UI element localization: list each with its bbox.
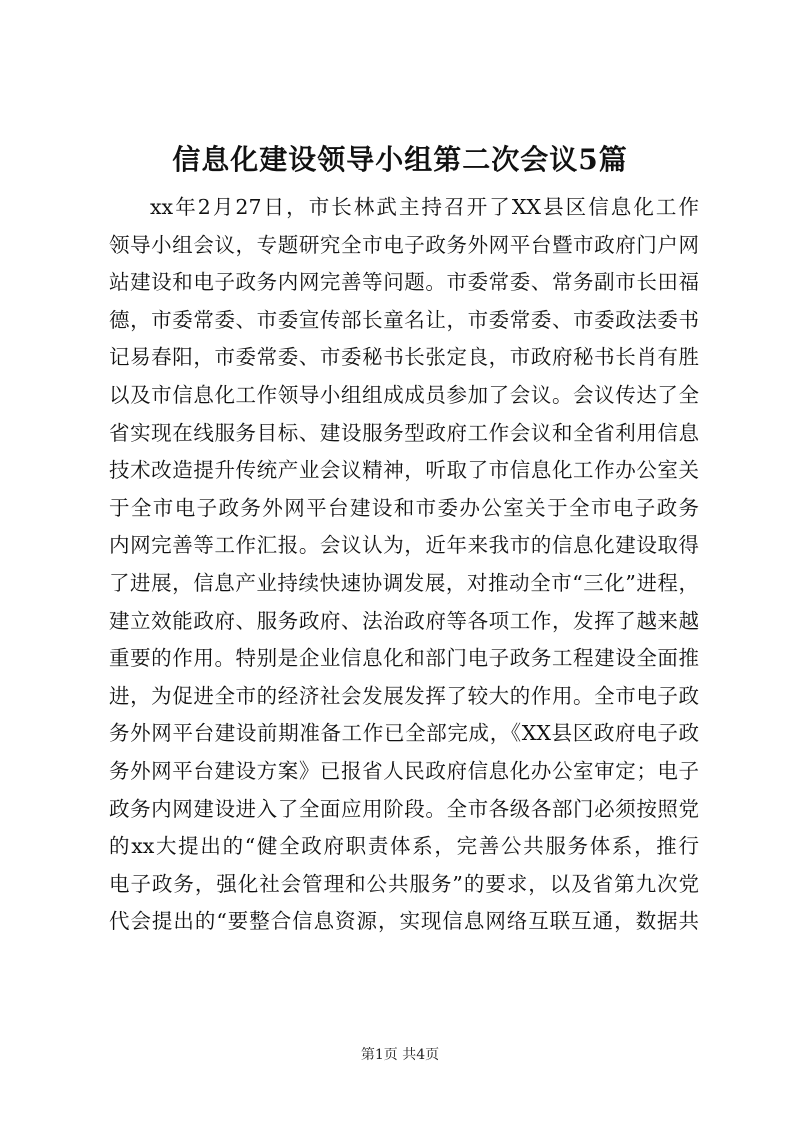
paragraph-line: 技术改造提升传统产业会议精神，听取了市信息化工作办公室关 [109,458,699,483]
paragraph-line: 内网完善等工作汇报。会议认为，近年来我市的信息化建设取得 [109,533,699,558]
paragraph-line: 电子政务，强化社会管理和公共服务”的要求，以及省第九次党 [109,871,699,896]
paragraph-line: 代会提出的“要整合信息资源，实现信息网络互联互通，数据共 [109,909,699,934]
paragraph-line: 站建设和电子政务内网完善等问题。市委常委、常务副市长田福 [109,270,699,295]
paragraph-line: 的xx大提出的“健全政府职责体系，完善公共服务体系，推行 [109,834,699,859]
paragraph-line: 了进展，信息产业持续快速协调发展，对推动全市“三化”进程， [109,570,699,595]
paragraph-line: 务外网平台建设方案》已报省人民政府信息化办公室审定；电子 [109,758,699,783]
paragraph-line: 以及市信息化工作领导小组组成成员参加了会议。会议传达了全 [109,382,699,407]
paragraph-line: 记易春阳，市委常委、市委秘书长张定良，市政府秘书长肖有胜 [109,345,699,370]
paragraph-line: 建立效能政府、服务政府、法治政府等各项工作，发挥了越来越 [109,608,699,633]
paragraph-line: 政务内网建设进入了全面应用阶段。全市各级各部门必须按照党 [109,796,699,821]
paragraph-line: 省实现在线服务目标、建设服务型政府工作会议和全省利用信息 [109,420,699,445]
page-number-footer: 第1页 共4页 [360,1047,440,1063]
paragraph-line: 进，为促进全市的经济社会发展发挥了较大的作用。全市电子政 [109,683,699,708]
paragraph-line: 务外网平台建设前期准备工作已全部完成，《XX县区政府电子政 [109,721,699,746]
paragraph-line: 重要的作用。特别是企业信息化和部门电子政务工程建设全面推 [109,646,699,671]
body-paragraph [109,189,699,941]
document-title: 信息化建设领导小组第二次会议5篇 [172,143,628,176]
paragraph-line: xx年2月27日，市长林武主持召开了XX县区信息化工作 [150,195,699,219]
paragraph-line: 德，市委常委、市委宣传部长童名让，市委常委、市委政法委书 [109,307,699,332]
paragraph-line: 于全市电子政务外网平台建设和市委办公室关于全市电子政务 [109,495,699,520]
paragraph-line: 领导小组会议，专题研究全市电子政务外网平台暨市政府门户网 [109,232,699,257]
